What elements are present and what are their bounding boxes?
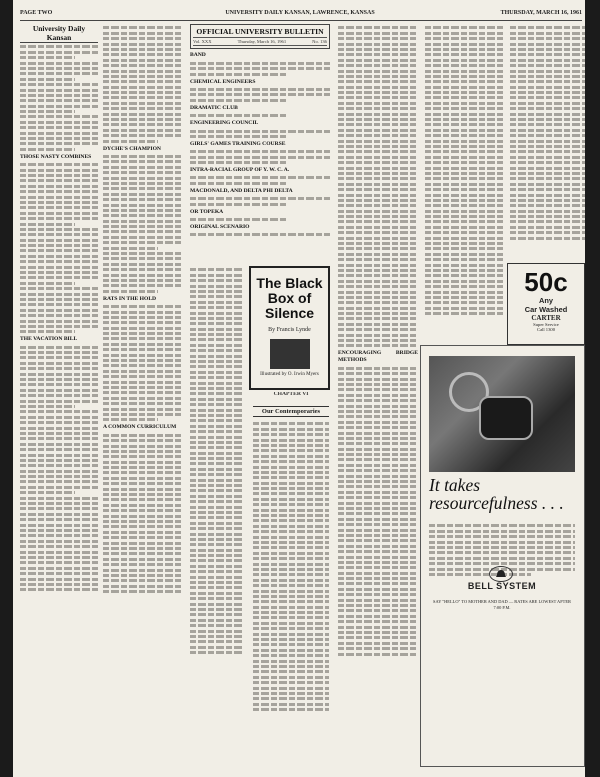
- bell-logo-icon: [489, 566, 513, 582]
- bulletin-item-macdonald: MACDONALD, AND DELTA PHI DELTA: [190, 187, 293, 194]
- bulletin-item-scenario: ORIGINAL SCENARIO: [190, 224, 250, 231]
- column-news-3: [190, 266, 244, 756]
- scan-border-left: [0, 0, 13, 777]
- editorial-heading-curriculum: A COMMON CURRICULUM: [103, 424, 177, 431]
- bell-ad-tagline: SAY "HELLO" TO MOTHER AND DAD — RATES ARE LOWEST AFTER 7:00 P.M.: [433, 599, 571, 610]
- column-editorial-1: [20, 24, 98, 764]
- serial-feature-box: [249, 266, 330, 390]
- page-header: [20, 8, 582, 20]
- feature-illustrator: Illustrated by O. Irwin Myers: [260, 372, 319, 377]
- bulletin-number: No. 136: [312, 39, 327, 44]
- editorial-heading-rats: RATS IN THE HOLD: [103, 295, 157, 302]
- bulletin-date: Thursday, March 16, 1961: [237, 39, 287, 44]
- official-bulletin: [190, 24, 330, 260]
- bulletin-item-engineering: ENGINEERING COUNCIL: [190, 120, 259, 127]
- header-rule: [20, 20, 582, 21]
- editorial-heading-dyche: DYCHE'S CHAMPION: [103, 145, 161, 152]
- car-wash-line2: Car Washed: [524, 305, 568, 314]
- paper-title: UNIVERSITY DAILY KANSAN, LAWRENCE, KANSAS: [225, 10, 375, 16]
- telephone-photo: [429, 356, 575, 472]
- car-wash-price: 50c: [524, 267, 568, 297]
- telephone-icon: [479, 396, 533, 440]
- feature-title: The Black Box of Silence: [256, 275, 323, 321]
- column-serial-story: [338, 24, 418, 764]
- bulletin-item-band: BAND: [190, 52, 206, 59]
- bulletin-title: OFFICIAL UNIVERSITY BULLETIN: [196, 27, 324, 36]
- editorial-heading-combines: THOSE NASTY COMBINES: [20, 153, 92, 160]
- column-editorial-2: [103, 24, 181, 764]
- column-serial-cont-2: [510, 24, 585, 259]
- masthead: University Daily Kansan: [20, 24, 98, 43]
- scan-border-right: [585, 0, 600, 777]
- feature-illustration: [270, 339, 310, 369]
- editorial-heading-vacation: THE VACATION BILL: [20, 336, 78, 343]
- heading-bridge-methods: ENCOURAGING BRIDGE METHODS: [338, 350, 418, 364]
- bulletin-meta: [193, 37, 327, 46]
- column-contemporaries: [253, 420, 329, 755]
- bulletin-item-girls: GIRLS' GAMES TRAINING COURSE: [190, 140, 286, 147]
- bulletin-item-intraracial: INTRA-RACIAL GROUP OF Y. W. C. A.: [190, 167, 290, 174]
- issue-date: THURSDAY, MARCH 16, 1961: [500, 10, 582, 16]
- car-wash-line1: Any: [539, 296, 553, 305]
- bulletin-box: [190, 24, 330, 49]
- bell-ad-headline: It takes resourcefulness . . .: [429, 475, 564, 513]
- feature-byline: By Francis Lynde: [268, 327, 311, 333]
- page-number: PAGE TWO: [20, 10, 53, 16]
- bell-ad-signature: BELL SYSTEM: [467, 581, 537, 591]
- bulletin-volume: Vol. XXX: [193, 39, 212, 44]
- car-wash-phone: Call 1300: [537, 327, 555, 332]
- bell-system-ad: [420, 345, 585, 767]
- car-wash-company: CARTER: [531, 314, 561, 322]
- car-wash-service: Super Service: [533, 322, 559, 327]
- bulletin-item-topeka: OR TOPEKA: [190, 208, 224, 215]
- bulletin-item-chem: CHEMICAL ENGINEERS: [190, 78, 256, 85]
- column-serial-cont-1: [425, 24, 505, 342]
- bulletin-item-dramatic: DRAMATIC CLUB: [190, 104, 238, 111]
- our-contemporaries-heading: Our Contemporaries: [253, 406, 329, 417]
- car-wash-ad: [507, 263, 585, 345]
- feature-chapter: CHAPTER VI: [273, 392, 309, 397]
